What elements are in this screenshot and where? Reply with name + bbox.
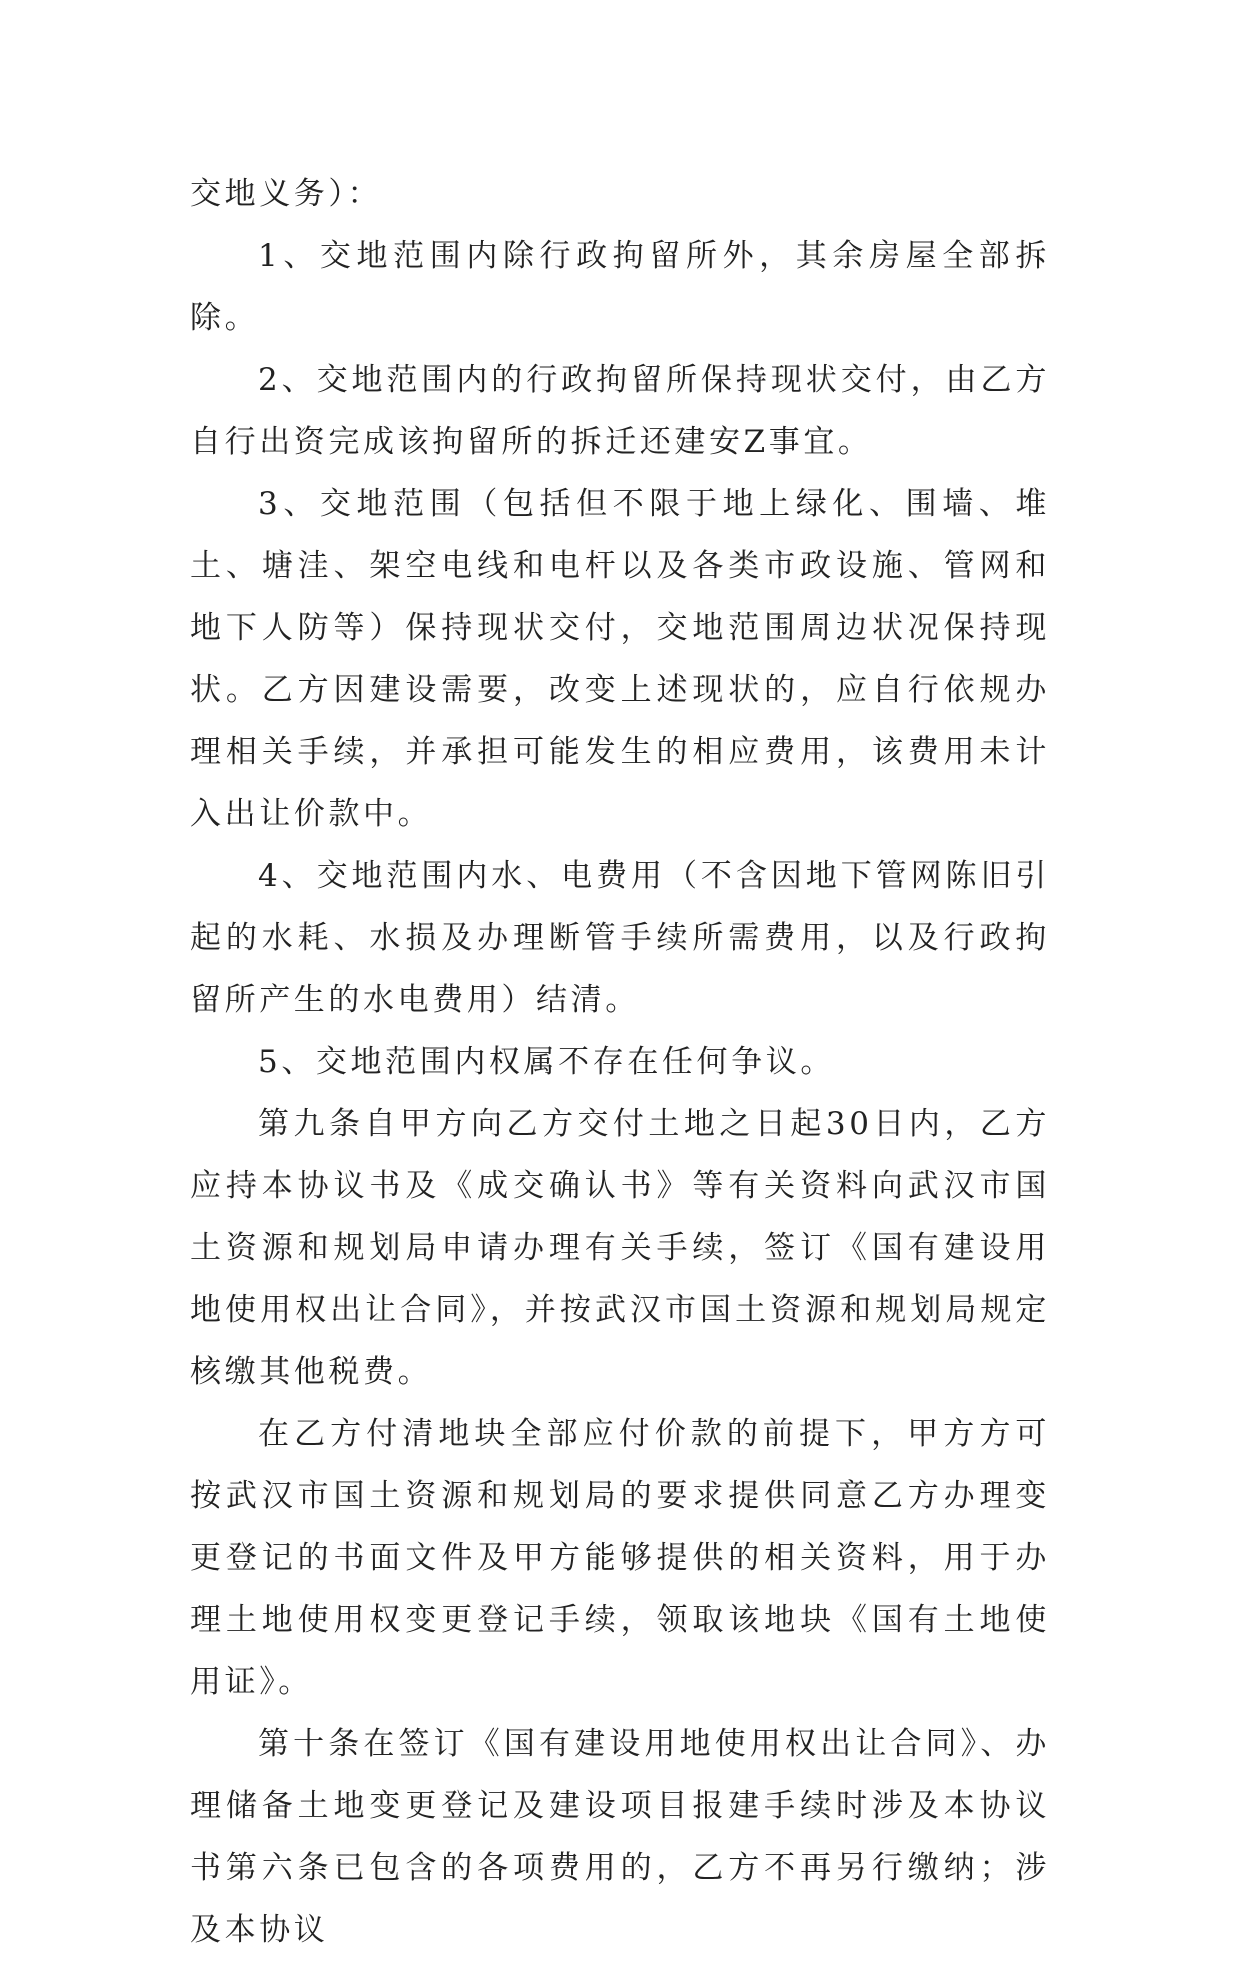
paragraph-continuation: 交地义务）： — [190, 176, 383, 212]
paragraph-item-1: 1、交地范围内除行政拘留所外，其余房屋全部拆除。 — [190, 238, 1050, 336]
paragraph-item-4: 4、交地范围内水、电费用（不含因地下管网陈旧引起的水耗、水损及办理断管手续所需费用，以及行政拘留所产生的水电费用）结清。 — [190, 858, 1050, 1018]
paragraph-item-5: 5、交地范围内权属不存在任何争议。 — [258, 1044, 835, 1080]
paragraph-item-3: 3、交地范围（包括但不限于地上绿化、围墙、堆土、塘洼、架空电线和电杆以及各类市政设施、管网和地下人防等）保持现状交付，交地范围周边状况保持现状。乙方因建设需要，改变上述现状的，应自行依规办理相关手续，并承担可能发生的相应费用，该费用未计入出让价款中。 — [190, 486, 1050, 832]
paragraph-article-9-cont: 在乙方付清地块全部应付价款的前提下，甲方方可按武汉市国土资源和规划局的要求提供同意乙方办理变更登记的书面文件及甲方能够提供的相关资料，用于办理土地使用权变更登记手续，领取该地块《国有土地使用证》。 — [190, 1416, 1050, 1700]
paragraph-item-2: 2、交地范围内的行政拘留所保持现状交付，由乙方自行出资完成该拘留所的拆迁还建安Z事宜。 — [190, 362, 1050, 460]
paragraph-article-9: 第九条自甲方向乙方交付土地之日起30日内，乙方应持本协议书及《成交确认书》等有关资料向武汉市国土资源和规划局申请办理有关手续，签订《国有建设用地使用权出让合同》，并按武汉市国土资源和规划局规定核缴其他税费。 — [190, 1106, 1050, 1390]
document-body — [190, 163, 1050, 1961]
paragraph-article-10: 第十条在签订《国有建设用地使用权出让合同》、办理储备土地变更登记及建设项目报建手续时涉及本协议书第六条已包含的各项费用的，乙方不再另行缴纳；涉及本协议 — [190, 1726, 1050, 1948]
